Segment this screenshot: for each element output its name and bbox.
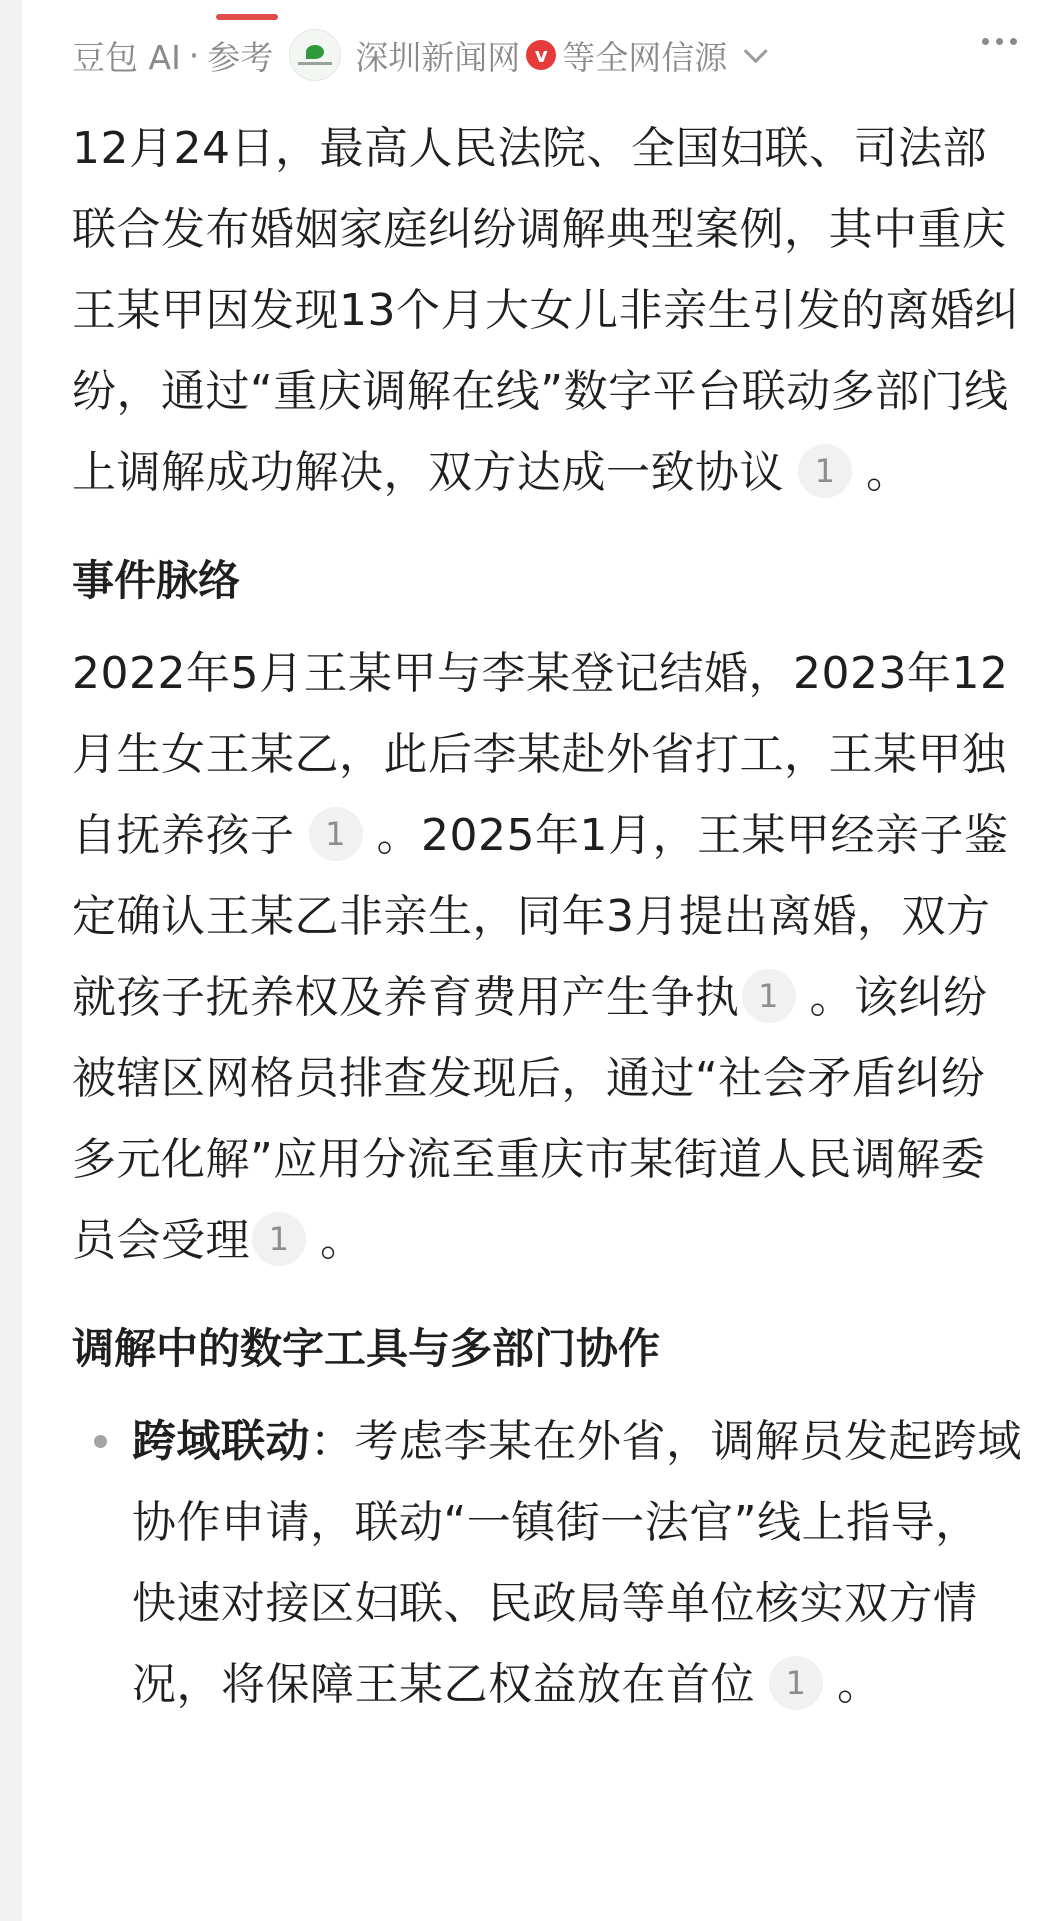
- bullet-dot: [94, 1435, 107, 1448]
- timeline-text-1: 2022年5月王某甲与李某登记结婚，2023年12月生女王某乙，此后李某赴外省打工，王某甲独自抚养孩子: [72, 648, 1009, 861]
- header-separator: ·: [188, 35, 200, 75]
- list-item: [72, 1401, 1022, 1725]
- bullet-paragraph: [132, 1401, 1022, 1725]
- active-tab-indicator: [216, 14, 278, 20]
- reference-label: 参考: [207, 37, 274, 77]
- left-edge-strip: [0, 0, 22, 1921]
- bullet-text: 考虑李某在外省，调解员发起跨域协作申请，联动“一镇街一法官”线上指导，快速对接区妇联、民政局等单位核实双方情况，将保障王某乙权益放在首位: [132, 1416, 1022, 1710]
- intro-tail: 。: [866, 447, 911, 498]
- answer-content: [72, 108, 1022, 1725]
- citation-badge[interactable]: 1: [252, 1212, 306, 1266]
- source-logo-icon: [289, 29, 341, 81]
- timeline-text-3: 。该纠纷被辖区网格员排查发现后，通过“社会矛盾纠纷多元化解”应用分流至重庆市某街道人民调解委员会受理: [72, 972, 988, 1266]
- citation-badge[interactable]: 1: [769, 1656, 823, 1710]
- section-title-digital-tools: 调解中的数字工具与多部门协作: [72, 1324, 661, 1373]
- more-options-icon[interactable]: [982, 38, 1017, 45]
- intro-text: 12月24日，最高人民法院、全国妇联、司法部联合发布婚姻家庭纠纷调解典型案例，其中重庆王某甲因发现13个月大女儿非亲生引发的离婚纠纷，通过“重庆调解在线”数字平台联动多部门线上调解成功解决，双方达成一致协议: [72, 123, 1019, 498]
- citation-badge[interactable]: 1: [798, 444, 852, 498]
- bullet-label: 跨域联动: [132, 1416, 310, 1467]
- timeline-tail: 。: [320, 1215, 365, 1266]
- verified-badge-icon: v: [526, 40, 556, 70]
- bullet-colon: ：: [310, 1416, 355, 1467]
- source-name[interactable]: 深圳新闻网: [355, 37, 521, 77]
- ai-label: 豆包 AI: [72, 37, 181, 77]
- timeline-text-2: 。2025年1月，王某甲经亲子鉴定确认王某乙非亲生，同年3月提出离婚，双方就孩子抚养权及养育费用产生争执: [72, 810, 1009, 1023]
- timeline-paragraph: [72, 633, 1022, 1281]
- reference-header[interactable]: [72, 24, 1012, 86]
- section-title-event-timeline: 事件脉络: [72, 556, 241, 605]
- citation-badge[interactable]: 1: [309, 807, 363, 861]
- bullet-tail: 。: [837, 1659, 882, 1710]
- more-sources-label[interactable]: 等全网信源: [562, 37, 728, 77]
- intro-paragraph: [72, 108, 1022, 513]
- citation-badge[interactable]: 1: [742, 969, 796, 1023]
- chevron-down-icon[interactable]: [744, 39, 768, 63]
